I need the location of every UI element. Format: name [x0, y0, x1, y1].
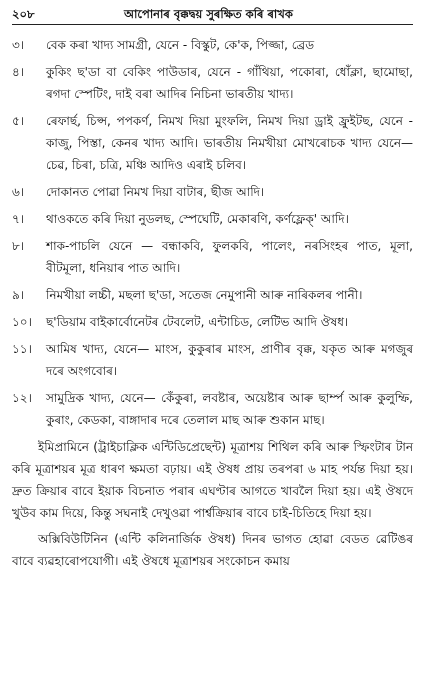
list-item — [12, 181, 413, 203]
list-item-text: দোকানত পোৱা নিমখ দিয়া বাটাৰ, ছীজ আদি। — [46, 185, 265, 199]
page-number: ২০৮ — [12, 7, 35, 21]
header-rule — [12, 24, 413, 25]
body-paragraph: ইমিপ্ৰামিনে (ট্ৰাইচাক্লিক এন্টিডিপ্ৰেছেন্ট) মূত্ৰাশয় শিথিল কৰি আৰু স্ফিংটাৰ টান কৰি মূত্ৰাশয়ৰ মূত্ৰ ধাৰণ ক্ষমতা বঢ়ায়। এই ঔষধ প্ৰায় তৰপৰা ৬ মাহ পৰ্যন্ত দিয়া হয়। দ্ৰুত ক্ৰিয়াৰ বাবে ইয়াক বিচনাত পৰাৰ এঘণ্টাৰ আগতে খাবলৈ দিয়া হয়। এই ঔষদে খুউব কাম দিয়ে, কিন্তু সঘনাই দেখুওৱা পাৰ্শ্বক্ৰিয়াৰ বাবে চাই-চিতিহে দিয়া হয়। — [12, 440, 413, 520]
list-item-text: শাক-পাচলি যেনে — বন্ধাকবি, ফুলকবি, পালেং, নৰসিংহৰ পাত, মূলা, বীটমূলা, ধনিয়াৰ পাত আদি। — [46, 239, 413, 275]
list-item-text: আমিষ খাদ্য, যেনে— মাংস, কুকুৰাৰ মাংস, প্ৰাণীৰ বৃক্ক, যকৃত আৰু মগজুৰ দৰে অংগবোৰ। — [46, 342, 413, 378]
list-item — [12, 387, 413, 431]
list-item-text: ৰেফাৰ্ছ, চিপ্স, পপকৰ্ণ, নিমখ দিয়া মুংফলি, নিমখ দিয়া ড্ৰাই ফ্ৰুইটছ, যেনে - কাজু, পিস্তা, কেনৰ খাদ্য আদি। ভাৰতীয় নিমখীয়া মোখৰোচক খাদ্য যেনে— চেৱ, চিৰা, চত্ৰি, মঞ্চি আদিও এৰাই চলিব। — [46, 114, 413, 172]
list-item-text: কুকিং ছ'ডা বা বেকিং পাউডাৰ, যেনে - গাঁথিয়া, পকোৰা, ধোঁক্লা, ছামোছা, ৰগদা স্পেটিং, দাই বৰা আদিৰ নিচিনা ভাৰতীয় খাদ্য। — [46, 65, 413, 101]
list-item — [12, 208, 413, 230]
body-paragraph: অক্সিবিউটিনিন (এন্টি কলিনাৰ্জিক ঔষধ) দিনৰ ভাগত হোৱা বেডত ৱেটিঙৰ বাবে ব্যৱহাৰোপযোগী। এই ঔষধে মূত্ৰাশয়ৰ সংকোচন কমায় — [12, 532, 413, 568]
list-item-text: বেক কৰা খাদ্য সামগ্ৰী, যেনে - বিস্কুট, কে'ক, পিজ্জা, ব্ৰেড — [46, 38, 315, 52]
list-item-text: নিমখীয়া লচ্চী, মছলা ছ'ডা, সতেজ নেমুপানী আৰু নাৰিকলৰ পানী। — [46, 288, 363, 302]
page-header — [12, 4, 413, 22]
list-item-number: ৬। — [12, 185, 25, 199]
list-item-number: ১১। — [12, 342, 32, 356]
list-item-number: ৯। — [12, 288, 25, 302]
list-item — [12, 34, 413, 56]
list-item-text: ছ'ডিয়াম বাইকাৰ্বোনেটৰ টেবলেট, এন্টাচিড, লেটিভ আদি ঔষধ। — [46, 315, 349, 329]
page-body — [12, 34, 413, 576]
list-item-number: ৪। — [12, 65, 25, 79]
list-item — [12, 284, 413, 306]
list-item — [12, 110, 413, 176]
list-item-number: ৮। — [12, 239, 25, 253]
list-item — [12, 311, 413, 333]
list-item-number: ১২। — [12, 391, 32, 405]
list-item — [12, 338, 413, 382]
list-item-text: সামুদ্ৰিক খাদ্য, যেনে— কেঁকুৰা, লবষ্টাৰ, অয়েষ্টাৰ আৰু ছাৰ্ম্প আৰু কুলুম্ফি, কুৰাং, কেডকা, বাঙ্গাদাৰ দৰে তেলাল মাছ আৰু শুকান মাছ। — [46, 391, 413, 427]
list-item-number: ৫। — [12, 114, 25, 128]
list-item — [12, 235, 413, 279]
list-item-number: ১০। — [12, 315, 32, 329]
list-item-number: ৭। — [12, 212, 25, 226]
running-title: আপোনাৰ বৃক্কদ্বয় সুৰক্ষিত কৰি ৰাখক — [124, 7, 293, 21]
list-item-text: থাওকতে কৰি দিয়া নুডলছ, স্পেঘেটি, মেকাৰণি, কৰ্ণফ্লেক্' আদি। — [46, 212, 349, 226]
list-item-number: ৩। — [12, 38, 25, 52]
list-item — [12, 61, 413, 105]
